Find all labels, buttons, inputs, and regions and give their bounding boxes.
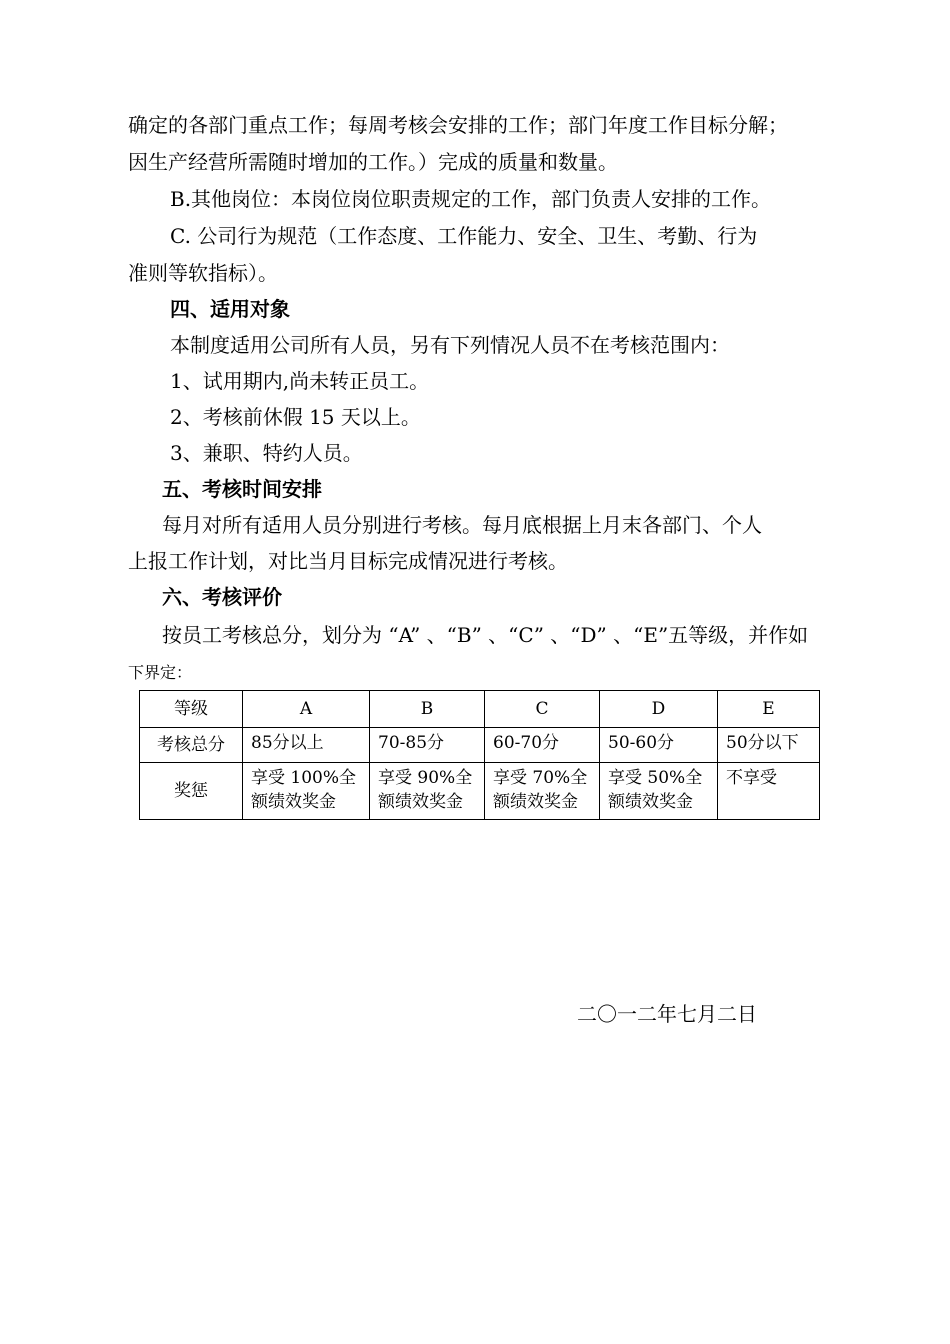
list-item: 2、考核前休假 15 天以上。: [170, 405, 421, 429]
paragraph-line: 因生产经营所需随时增加的工作。）完成的质量和数量。: [128, 150, 618, 174]
table-cell: 60-70分: [485, 728, 600, 763]
table-cell: B: [370, 691, 485, 728]
table-row: [140, 691, 820, 728]
table-cell: 50分以下: [718, 728, 820, 763]
table-cell: 享受 90%全额绩效奖金: [370, 763, 485, 820]
table-row: [140, 763, 820, 820]
section-heading: 六、考核评价: [162, 585, 282, 609]
table-cell: 考核总分: [140, 728, 243, 763]
list-item: 1、试用期内,尚未转正员工。: [170, 369, 430, 393]
paragraph-line: 按员工考核总分，划分为 “A” 、“B” 、“C” 、“D” 、“E”五等级，并作如: [162, 623, 809, 647]
table-cell: 等级: [140, 691, 243, 728]
table-cell: 不享受: [718, 763, 820, 820]
table-cell: 享受 100%全额绩效奖金: [243, 763, 370, 820]
table-cell: C: [485, 691, 600, 728]
paragraph-line: 本制度适用公司所有人员，另有下列情况人员不在考核范围内：: [170, 333, 730, 357]
table-cell: 70-85分: [370, 728, 485, 763]
section-heading: 四、适用对象: [170, 297, 290, 321]
table-cell: A: [243, 691, 370, 728]
section-heading: 五、考核时间安排: [162, 477, 322, 501]
paragraph-line: 每月对所有适用人员分别进行考核。每月底根据上月末各部门、个人: [162, 513, 762, 537]
paragraph-line: 准则等软指标）。: [128, 261, 278, 285]
table-cell: 享受 70%全额绩效奖金: [485, 763, 600, 820]
table-cell: E: [718, 691, 820, 728]
paragraph-line: C. 公司行为规范（工作态度、工作能力、安全、卫生、考勤、行为: [170, 224, 758, 248]
grade-table: [139, 690, 820, 820]
paragraph-line: 确定的各部门重点工作；每周考核会安排的工作；部门年度工作目标分解；: [128, 113, 788, 137]
table-cell: 85分以上: [243, 728, 370, 763]
table-cell: 50-60分: [600, 728, 718, 763]
document-date: 二〇一二年七月二日: [577, 1002, 757, 1026]
list-item: 3、兼职、特约人员。: [170, 441, 363, 465]
table-row: [140, 728, 820, 763]
table-cell: D: [600, 691, 718, 728]
table-cell: 享受 50%全额绩效奖金: [600, 763, 718, 820]
table-cell: 奖惩: [140, 763, 243, 820]
paragraph-line: B.其他岗位：本岗位岗位职责规定的工作，部门负责人安排的工作。: [170, 187, 772, 211]
paragraph-line: 下界定：: [128, 663, 193, 682]
paragraph-line: 上报工作计划，对比当月目标完成情况进行考核。: [128, 549, 568, 573]
